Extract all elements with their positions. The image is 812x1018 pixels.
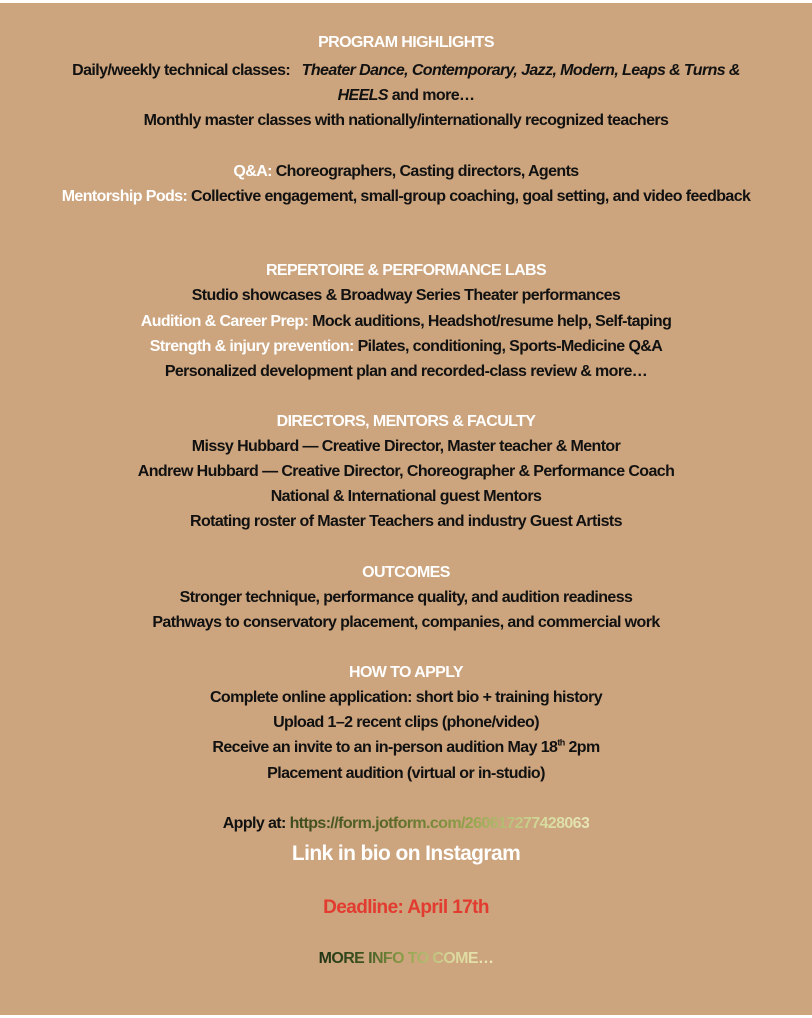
faculty-heading: DIRECTORS, MENTORS & FACULTY — [276, 413, 536, 430]
faculty-andrew: Andrew Hubbard — Creative Director, Choreographer & Performance Coach — [137, 463, 675, 480]
mentorship-label: Mentorship Pods: — [61, 188, 188, 205]
master-classes-line: Monthly master classes with nationally/internationally recognized teachers — [143, 112, 669, 129]
qa-text: Choreographers, Casting directors, Agents — [271, 163, 579, 180]
application-link[interactable]: https://form.jotform.com/260617277428063 — [289, 815, 590, 832]
audition-text: Mock auditions, Headshot/resume help, Self-taping — [308, 313, 672, 330]
showcases-line: Studio showcases & Broadway Series Theater performances — [191, 287, 621, 304]
strength-label: Strength & injury prevention: — [149, 338, 354, 355]
faculty-roster: Rotating roster of Master Teachers and industry Guest Artists — [190, 513, 622, 530]
classes-heels: HEELS — [337, 87, 388, 104]
qa-label: Q&A: — [233, 163, 272, 180]
outcomes-pathways: Pathways to conservatory placement, companies, and commercial work — [152, 614, 660, 631]
apply-at-label: Apply at: — [222, 815, 290, 832]
strength-line — [0, 337, 812, 357]
mentorship-text: Collective engagement, small-group coaching, goal setting, and video feedback — [187, 188, 751, 205]
audition-label: Audition & Career Prep: — [140, 313, 309, 330]
apply-step-1: Complete online application: short bio + training history — [209, 689, 603, 706]
instagram-line: Link in bio on Instagram — [291, 842, 521, 865]
personalized-line: Personalized development plan and recorded-class review & more… — [164, 363, 648, 380]
outcomes-technique: Stronger technique, performance quality, and audition readiness — [179, 589, 633, 606]
step3-ordinal: th — [557, 737, 565, 748]
classes-prefix: Daily/weekly technical classes: — [72, 62, 291, 79]
apply-step-3 — [0, 738, 812, 758]
apply-heading: HOW TO APPLY — [348, 664, 463, 681]
classes-styles: Theater Dance, Contemporary, Jazz, Modern, Leaps & Turns & — [301, 62, 740, 79]
program-highlights-heading: PROGRAM HIGHLIGHTS — [318, 34, 494, 51]
more-info-text: MORE INFO TO COME… — [318, 950, 494, 967]
audition-prep-line — [0, 312, 812, 332]
repertoire-heading: REPERTOIRE & PERFORMANCE LABS — [265, 262, 547, 279]
faculty-missy: Missy Hubbard — Creative Director, Master teacher & Mentor — [191, 438, 621, 455]
mentorship-line — [0, 187, 812, 207]
step3-text: Receive an invite to an in-person audition May 18 — [212, 739, 558, 756]
classes-line-1 — [0, 61, 812, 81]
faculty-guests: National & International guest Mentors — [270, 488, 542, 505]
more-info-line — [0, 949, 812, 969]
deadline-line: Deadline: April 17th — [323, 897, 489, 918]
qa-line — [0, 162, 812, 182]
flyer-page — [0, 3, 812, 1015]
apply-at-line — [0, 814, 812, 834]
apply-step-2: Upload 1–2 recent clips (phone/video) — [273, 714, 539, 731]
step3-time: 2pm — [564, 739, 600, 756]
classes-line-2 — [0, 86, 812, 106]
classes-suffix: and more… — [387, 87, 475, 104]
apply-step-4: Placement audition (virtual or in-studio) — [267, 765, 545, 782]
outcomes-heading: OUTCOMES — [362, 564, 450, 581]
strength-text: Pilates, conditioning, Sports-Medicine Q&A — [353, 338, 663, 355]
